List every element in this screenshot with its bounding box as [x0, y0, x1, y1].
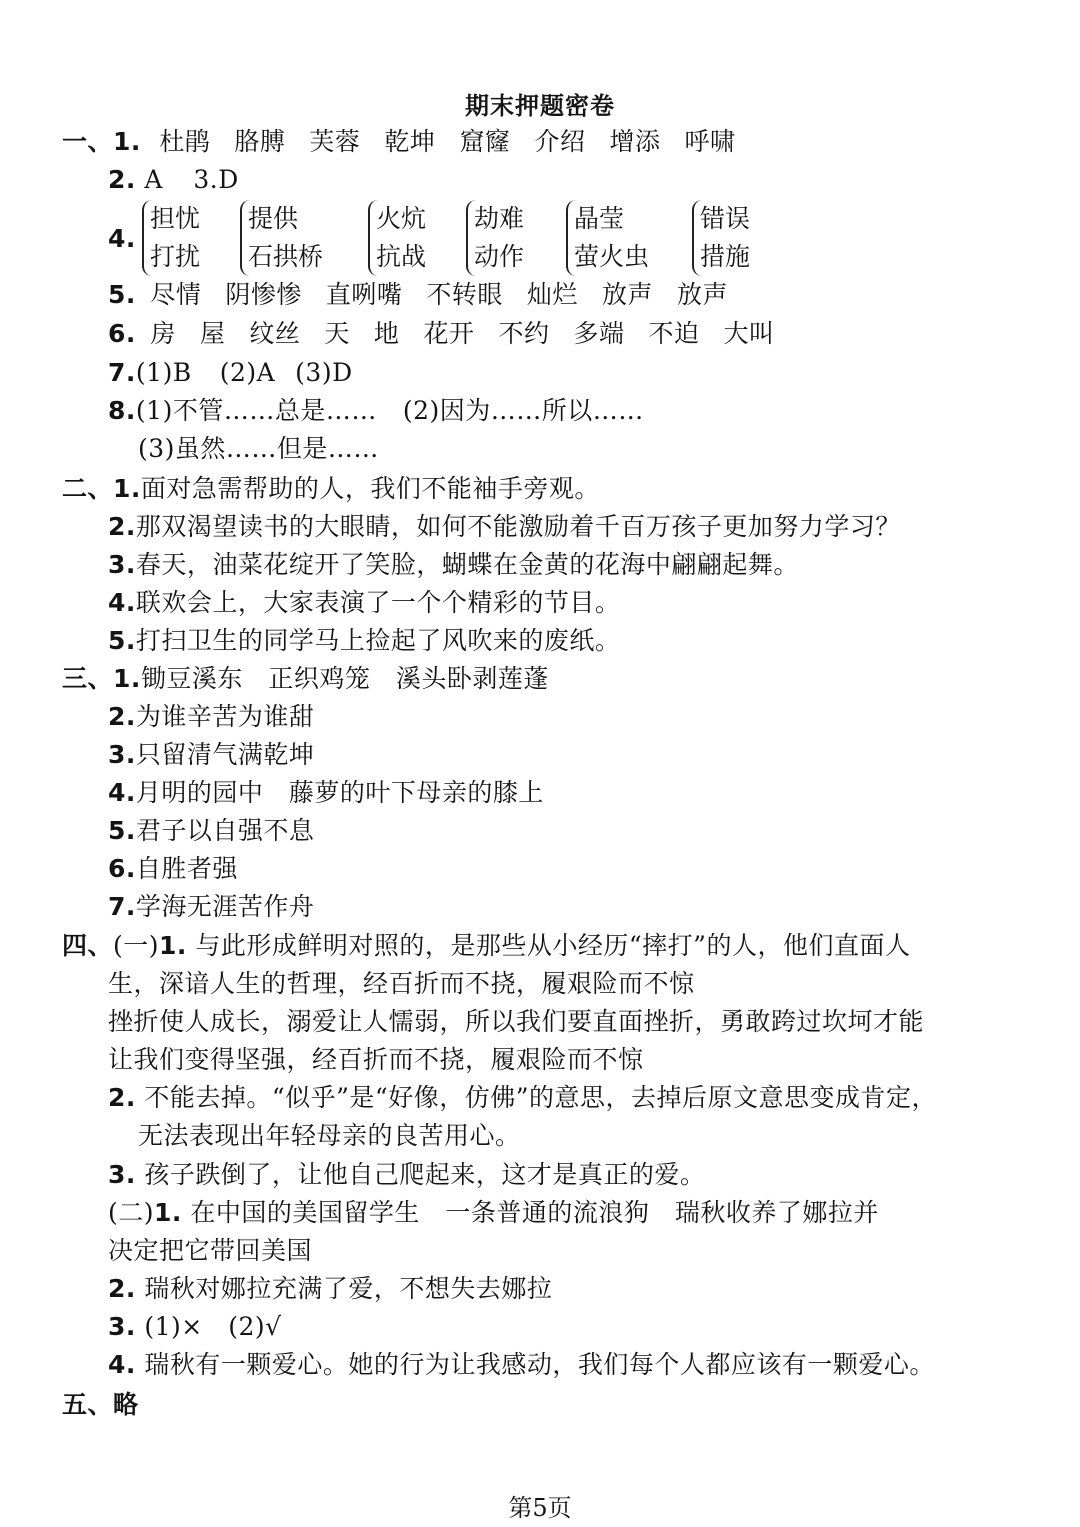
item-text: 君子以自强不息: [135, 816, 315, 845]
item-num: 4.: [108, 588, 136, 617]
group-word-top: 晶莹: [574, 204, 625, 233]
group-word-top: 错误: [700, 204, 751, 233]
s1-q2-answer: A: [144, 165, 163, 194]
s1-q3-num: 3.: [193, 165, 219, 194]
s1-q3-answer: D: [218, 165, 239, 194]
group-word-bottom: 措施: [700, 242, 751, 271]
s1-q6-num: 6.: [108, 319, 136, 348]
s5-line: [62, 1388, 139, 1422]
s3-item-3: [108, 738, 314, 772]
s3-item-2: [108, 700, 314, 734]
word: 不转眼: [426, 280, 503, 309]
s4-p1-q1-line-4: 让我们变得坚强，经百折而不挠，履艰险而不惊: [108, 1045, 644, 1074]
s4-p1-q3-num: 3.: [108, 1160, 136, 1189]
word: 灿烂: [526, 280, 578, 309]
item-num: 6.: [108, 854, 136, 883]
group-word-top: 担忧: [150, 204, 201, 233]
s2-item-1: [62, 472, 600, 506]
s3-item-4: [108, 776, 544, 810]
s4-p1-q3-line: [108, 1158, 705, 1192]
item-num: 5.: [108, 626, 136, 655]
word: 地: [373, 319, 400, 348]
word: 阴惨惨: [225, 280, 302, 309]
s1-q5-num: 5.: [108, 280, 136, 309]
s4-p1-q1-line-2: 生，深谙人生的哲理，经百折而不挠，履艰险而不惊: [108, 969, 695, 998]
page-title: 期末押题密卷: [465, 92, 615, 120]
s1-q4-group: [368, 200, 426, 276]
item-num: 7.: [108, 892, 136, 921]
s1-q6-line: [108, 317, 799, 351]
s4-p1-q1-line-3: 挫折使人成长，溺爱让人懦弱，所以我们要直面挫折，勇敢跨过坎坷才能: [108, 1007, 925, 1036]
item-text: 自胜者强: [135, 854, 238, 883]
s1-q8-a1: (1)不管……总是……: [135, 396, 377, 425]
s1-q2-num: 2.: [108, 165, 136, 194]
s1-q1-words: [159, 127, 759, 156]
s4-header: 四、: [62, 931, 114, 960]
word: 放声: [676, 280, 728, 309]
item-text: 锄豆溪东 正织鸡笼 溪头卧剥莲蓬: [140, 664, 549, 693]
s1-header: 一、: [62, 127, 114, 156]
answer-text: 瑞秋对娜拉充满了爱，不想失去娜拉: [144, 1274, 553, 1303]
s4-p2-q2-num: 2.: [108, 1274, 136, 1303]
s1-q5-words: [150, 280, 752, 309]
word: 大叫: [723, 319, 775, 348]
s1-q8-a3: (3)虽然……但是……: [138, 434, 379, 463]
s4-p1-label: (一): [113, 931, 160, 960]
s1-q8-line: [108, 394, 644, 428]
s4-p2-q3-num: 3.: [108, 1312, 136, 1341]
word: 芙蓉: [309, 127, 361, 156]
group-word-bottom: 打扰: [150, 242, 201, 271]
item-text: 学海无涯苦作舟: [135, 892, 315, 921]
s1-q7-a2: (2)A: [219, 358, 276, 387]
s1-q7-a3: (3)D: [295, 358, 353, 387]
word: 天: [324, 319, 350, 348]
s2-item-3: [108, 548, 799, 582]
s1-q4-group: [240, 200, 323, 276]
s2-item-2: [108, 510, 901, 544]
s2-item-4: [108, 586, 620, 620]
answer-text: 在中国的美国留学生 一条普通的流浪狗 瑞秋收养了娜拉并: [190, 1198, 879, 1227]
answer-text: 瑞秋有一颗爱心。她的行为让我感动，我们每个人都应该有一颗爱心。: [144, 1350, 935, 1379]
word: 乾坤: [384, 127, 436, 156]
group-word-top: 提供: [248, 204, 299, 233]
item-num: 4.: [108, 778, 136, 807]
s1-q5-line: [108, 278, 752, 312]
s3-item-5: [108, 814, 314, 848]
item-text: 那双渴望读书的大眼睛，如何不能激励着千百万孩子更加努力学习？: [135, 512, 901, 541]
s5-header: 五、: [62, 1390, 114, 1419]
s1-q7-line: [108, 356, 353, 390]
s4-p2-q2-line: [108, 1272, 552, 1306]
item-text: 为谁辛苦为谁甜: [135, 702, 315, 731]
group-word-top: 劫难: [474, 204, 525, 233]
answer-text: 孩子跌倒了，让他自己爬起来，这才是真正的爱。: [144, 1160, 706, 1189]
s4-p2-q4-num: 4.: [108, 1350, 136, 1379]
s1-q4-group: [566, 200, 649, 276]
word: 胳膊: [234, 127, 286, 156]
s4-p2-q3-line: [108, 1310, 282, 1344]
item-text: 月明的园中 藤萝的叶下母亲的膝上: [135, 778, 544, 807]
group-word-top: 火炕: [376, 204, 427, 233]
s5-text: 略: [113, 1390, 139, 1419]
s4-p1-q2-line-1: [108, 1081, 937, 1115]
s4-p1-q1-num: 1.: [159, 931, 187, 960]
page-number: 第5页: [508, 1494, 572, 1522]
group-word-bottom: 抗战: [376, 242, 427, 271]
item-num: 1.: [113, 474, 141, 503]
word: 多端: [573, 319, 625, 348]
s4-p1-q1-line-1: [62, 929, 910, 963]
word: 直咧嘴: [325, 280, 403, 309]
s1-q8-a2: (2)因为……所以……: [402, 396, 644, 425]
item-num: 3.: [108, 740, 136, 769]
s4-p2-q1-line-2: 决定把它带回美国: [108, 1236, 313, 1265]
s3-item-1: [62, 662, 549, 696]
s3-header: 三、: [62, 664, 114, 693]
s3-item-7: [108, 890, 314, 924]
s1-q6-words: [150, 319, 798, 348]
item-num: 2.: [108, 702, 136, 731]
s1-q23-line: [108, 163, 239, 197]
s1-q4-group: [142, 200, 200, 276]
s2-item-5: [108, 624, 620, 658]
word: 窟窿: [459, 127, 511, 156]
item-text: 春天，油菜花绽开了笑脸，蝴蝶在金黄的花海中翩翩起舞。: [135, 550, 799, 579]
group-word-bottom: 动作: [474, 242, 525, 271]
s1-q7-a1: (1)B: [135, 358, 192, 387]
item-num: 1.: [113, 664, 141, 693]
item-num: 2.: [108, 512, 136, 541]
s4-p1-q2-line-2: 无法表现出年轻母亲的良苦用心。: [138, 1121, 521, 1150]
answer-text: (1)× (2)√: [144, 1312, 282, 1341]
word: 介绍: [534, 127, 586, 156]
group-word-bottom: 萤火虫: [574, 242, 650, 271]
item-text: 只留清气满乾坤: [135, 740, 315, 769]
s2-header: 二、: [62, 474, 114, 503]
word: 屋: [199, 319, 226, 348]
item-num: 3.: [108, 550, 136, 579]
s1-q8-num: 8.: [108, 396, 136, 425]
s4-p2-q1-num: 1.: [154, 1198, 182, 1227]
s1-q1-line: [62, 125, 760, 159]
word: 尽情: [150, 280, 202, 309]
word: 呼啸: [684, 127, 736, 156]
answer-text: 不能去掉。“似乎”是“好像，仿佛”的意思，去掉后原文意思变成肯定，: [144, 1083, 937, 1112]
s1-q7-num: 7.: [108, 358, 136, 387]
word: 不迫: [648, 319, 700, 348]
s1-q4-group: [692, 200, 750, 276]
word: 不约: [498, 319, 550, 348]
word: 纹丝: [249, 319, 301, 348]
word: 房: [150, 319, 176, 348]
word: 增添: [609, 127, 661, 156]
word: 放声: [601, 280, 653, 309]
s4-p2-q1-line-1: [108, 1196, 879, 1230]
s1-q1-num: 1.: [113, 127, 141, 156]
item-text: 联欢会上，大家表演了一个个精彩的节目。: [135, 588, 621, 617]
item-text: 面对急需帮助的人，我们不能袖手旁观。: [140, 474, 600, 503]
group-word-bottom: 石拱桥: [248, 242, 324, 271]
word: 杜鹃: [159, 127, 211, 156]
answer-text: 与此形成鲜明对照的，是那些从小经历“摔打”的人，他们直面人: [195, 931, 911, 960]
item-num: 5.: [108, 816, 136, 845]
s4-p1-q2-num: 2.: [108, 1083, 136, 1112]
s1-q4-num: 4.: [108, 224, 136, 253]
s4-p2-q4-line: [108, 1348, 935, 1382]
word: 花开: [423, 319, 475, 348]
s4-p2-label: (二): [108, 1198, 155, 1227]
s3-item-6: [108, 852, 238, 886]
s1-q4-group: [466, 200, 524, 276]
item-text: 打扫卫生的同学马上捡起了风吹来的废纸。: [135, 626, 621, 655]
